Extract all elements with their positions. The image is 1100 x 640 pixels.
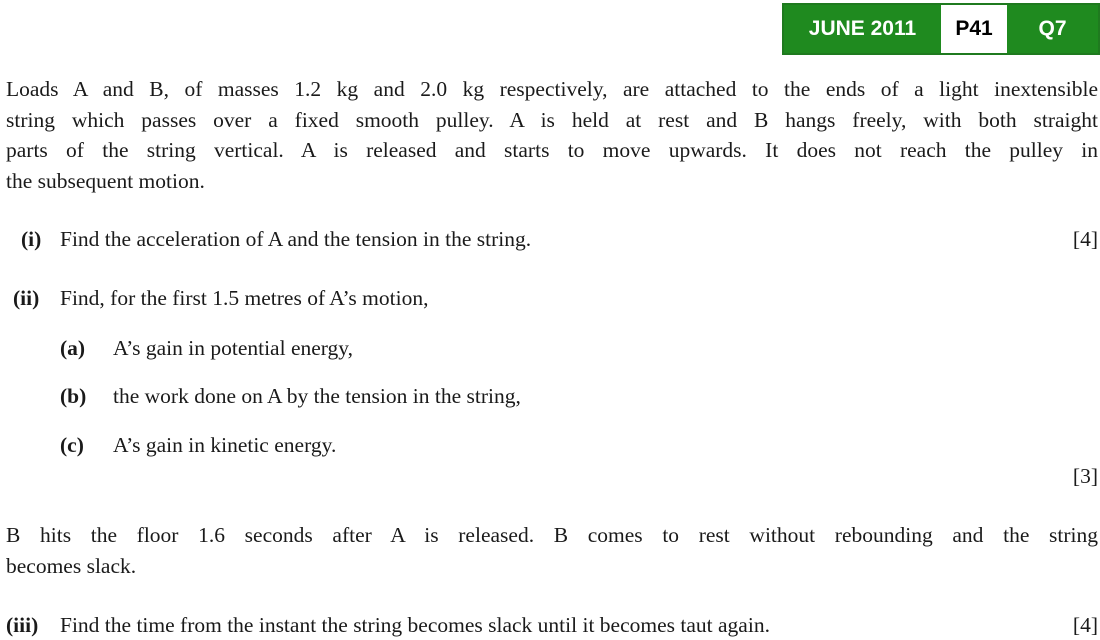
part-ii-row	[0, 283, 1098, 313]
part-ii-text: Find, for the first 1.5 metres of A’s motion,	[60, 286, 429, 310]
middle-line: becomes slack.	[6, 553, 137, 578]
part-ii-marks-row	[0, 461, 1098, 491]
part-i-text: Find the acceleration of A and the tension in the string.	[60, 227, 532, 251]
part-iii-row	[0, 610, 1098, 640]
part-ii-marks: [3]	[1072, 464, 1098, 488]
part-ii-c-label: (c)	[60, 433, 84, 457]
intro-line: Loads A and B, of masses 1.2 kg and 2.0 kg respectively, are attached to the ends of a light inextensible	[6, 77, 1098, 101]
part-ii-b-text: the work done on A by the tension in the string,	[113, 384, 521, 408]
part-ii-b-row	[0, 381, 1098, 411]
middle-line: B hits the floor 1.6 seconds after A is released. B comes to rest without rebounding and the string	[6, 523, 1098, 547]
question-number-label: Q7	[1007, 5, 1098, 53]
paper-label: P41	[941, 5, 1007, 53]
part-iii-marks: [4]	[1072, 613, 1098, 637]
part-iii-text: Find the time from the instant the string becomes slack until it becomes taut again.	[60, 613, 770, 637]
part-ii-b-label: (b)	[60, 384, 87, 408]
question-reference-badge	[782, 3, 1100, 55]
part-i-label: (i)	[21, 227, 42, 251]
part-ii-a-label: (a)	[60, 336, 86, 360]
part-i-marks: [4]	[1072, 227, 1098, 251]
part-ii-a-row	[0, 333, 1098, 363]
part-ii-label: (ii)	[13, 286, 40, 310]
intro-line: the subsequent motion.	[6, 168, 205, 193]
intro-line: string which passes over a fixed smooth pulley. A is held at rest and B hangs freely, with both straight	[6, 107, 1098, 132]
part-iii-label: (iii)	[6, 613, 39, 637]
part-i-row	[0, 224, 1098, 254]
part-ii-c-row	[0, 430, 1098, 460]
part-ii-a-text: A’s gain in potential energy,	[113, 336, 354, 360]
exam-date-label: JUNE 2011	[784, 5, 941, 53]
part-ii-c-text: A’s gain in kinetic energy.	[113, 433, 337, 457]
intro-line: parts of the string vertical. A is released and starts to move upwards. It does not reach the pulley in	[6, 138, 1098, 162]
intro-paragraph	[6, 74, 1098, 196]
middle-paragraph	[6, 520, 1098, 581]
